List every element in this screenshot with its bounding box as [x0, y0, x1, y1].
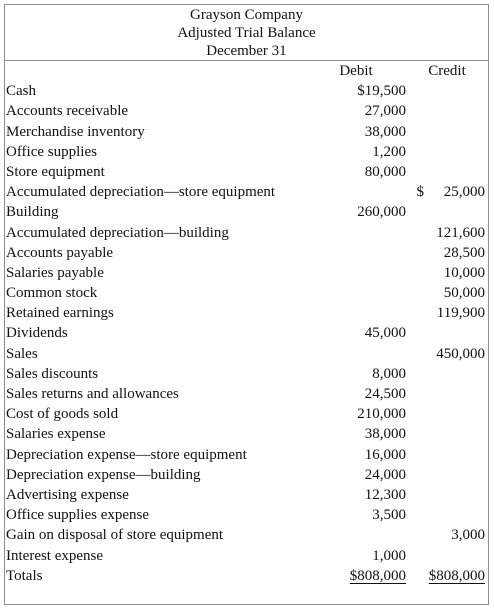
- table-row: [5, 445, 488, 465]
- total-debit-cell: [316, 566, 406, 586]
- account-name: Salaries expense: [6, 426, 106, 443]
- debit-amount: 260,000: [357, 204, 406, 221]
- total-credit-cell: [405, 566, 485, 586]
- debit-amount: 12,300: [364, 486, 406, 503]
- account-name: Sales discounts: [6, 365, 99, 382]
- credit-amount: 50,000: [443, 285, 485, 302]
- account-name: Accumulated depreciation—store equipment: [6, 184, 276, 201]
- account-name: Depreciation expense—store equipment: [6, 446, 247, 463]
- account-name: Accounts payable: [6, 244, 114, 261]
- trial-balance-table: [5, 61, 488, 586]
- credit-amount: 119,900: [436, 305, 485, 322]
- debit-amount: 24,500: [364, 386, 406, 402]
- table-row: [5, 243, 488, 263]
- debit-amount: 24,000: [364, 466, 406, 483]
- credit-amount: 121,600: [436, 224, 485, 241]
- report-title: Adjusted Trial Balance: [177, 25, 316, 41]
- account-name: Store equipment: [6, 163, 105, 180]
- debit-amount: 1,000: [372, 547, 406, 564]
- table-row: [5, 182, 488, 202]
- debit-amount: 45,000: [364, 325, 406, 342]
- account-name: Cash: [6, 83, 36, 100]
- table-row: [5, 323, 488, 343]
- table-row: [5, 202, 488, 222]
- account-name: Advertising expense: [6, 486, 129, 503]
- debit-amount: 1,200: [372, 143, 406, 160]
- table-row: [5, 485, 488, 505]
- account-name: Office supplies expense: [6, 507, 150, 524]
- account-name: Salaries payable: [6, 264, 104, 281]
- table-row: [5, 303, 488, 323]
- totals-row: [5, 566, 488, 586]
- table-row: [5, 81, 488, 101]
- column-header-row: [5, 61, 488, 81]
- credit-amount: 28,500: [443, 244, 485, 261]
- credit-amount: 25,000: [443, 184, 485, 201]
- account-name: Sales: [6, 345, 38, 362]
- credit-dollar-sign: $: [416, 184, 424, 201]
- account-name: Interest expense: [6, 547, 104, 564]
- credit-amount: 10,000: [443, 264, 485, 281]
- debit-amount: 38,000: [364, 426, 406, 443]
- debit-amount: 8,000: [372, 365, 406, 382]
- account-name: Dividends: [6, 325, 68, 342]
- table-row: [5, 122, 488, 142]
- debit-amount: 16,000: [364, 446, 406, 463]
- report-date: December 31: [206, 43, 287, 59]
- debit-column-header: Debit: [339, 63, 373, 79]
- total-credit: $808,000: [428, 567, 485, 584]
- table-row: [5, 424, 488, 444]
- account-name: Depreciation expense—building: [6, 466, 201, 483]
- table-row: [5, 384, 488, 404]
- table-row: [5, 364, 488, 384]
- credit-column-header: Credit: [428, 63, 466, 79]
- report-header: [4, 4, 489, 61]
- table-row: [5, 546, 488, 566]
- account-name: Accounts receivable: [6, 103, 129, 120]
- table-row: [5, 344, 488, 364]
- table-row: [5, 142, 488, 162]
- account-name: Sales returns and allowances: [6, 386, 179, 402]
- debit-amount: 27,000: [364, 103, 406, 120]
- table-row: [5, 283, 488, 303]
- debit-amount: 3,500: [372, 507, 406, 524]
- table-row: [5, 263, 488, 283]
- account-name: Building: [6, 204, 59, 221]
- table-row: [5, 525, 488, 545]
- account-name: Cost of goods sold: [6, 406, 119, 423]
- table-row: [5, 162, 488, 182]
- total-debit: $808,000: [349, 567, 406, 584]
- table-row: [5, 505, 488, 525]
- account-name: Office supplies: [6, 143, 97, 160]
- debit-amount: 38,000: [364, 123, 406, 140]
- company-name: Grayson Company: [190, 7, 303, 23]
- debit-amount: 80,000: [364, 163, 406, 180]
- table-row: [5, 465, 488, 485]
- totals-label: Totals: [6, 567, 43, 584]
- table-row: [5, 101, 488, 121]
- table-row: [5, 223, 488, 243]
- account-name: Common stock: [6, 285, 98, 302]
- account-name: Retained earnings: [6, 305, 114, 322]
- debit-amount: 210,000: [357, 406, 406, 423]
- account-name: Gain on disposal of store equipment: [6, 527, 224, 544]
- account-name: Accumulated depreciation—building: [6, 224, 229, 241]
- table-row: [5, 404, 488, 424]
- account-name: Merchandise inventory: [6, 123, 145, 140]
- debit-amount: $19,500: [357, 83, 406, 100]
- credit-amount: 450,000: [436, 345, 485, 362]
- credit-amount: 3,000: [451, 527, 485, 544]
